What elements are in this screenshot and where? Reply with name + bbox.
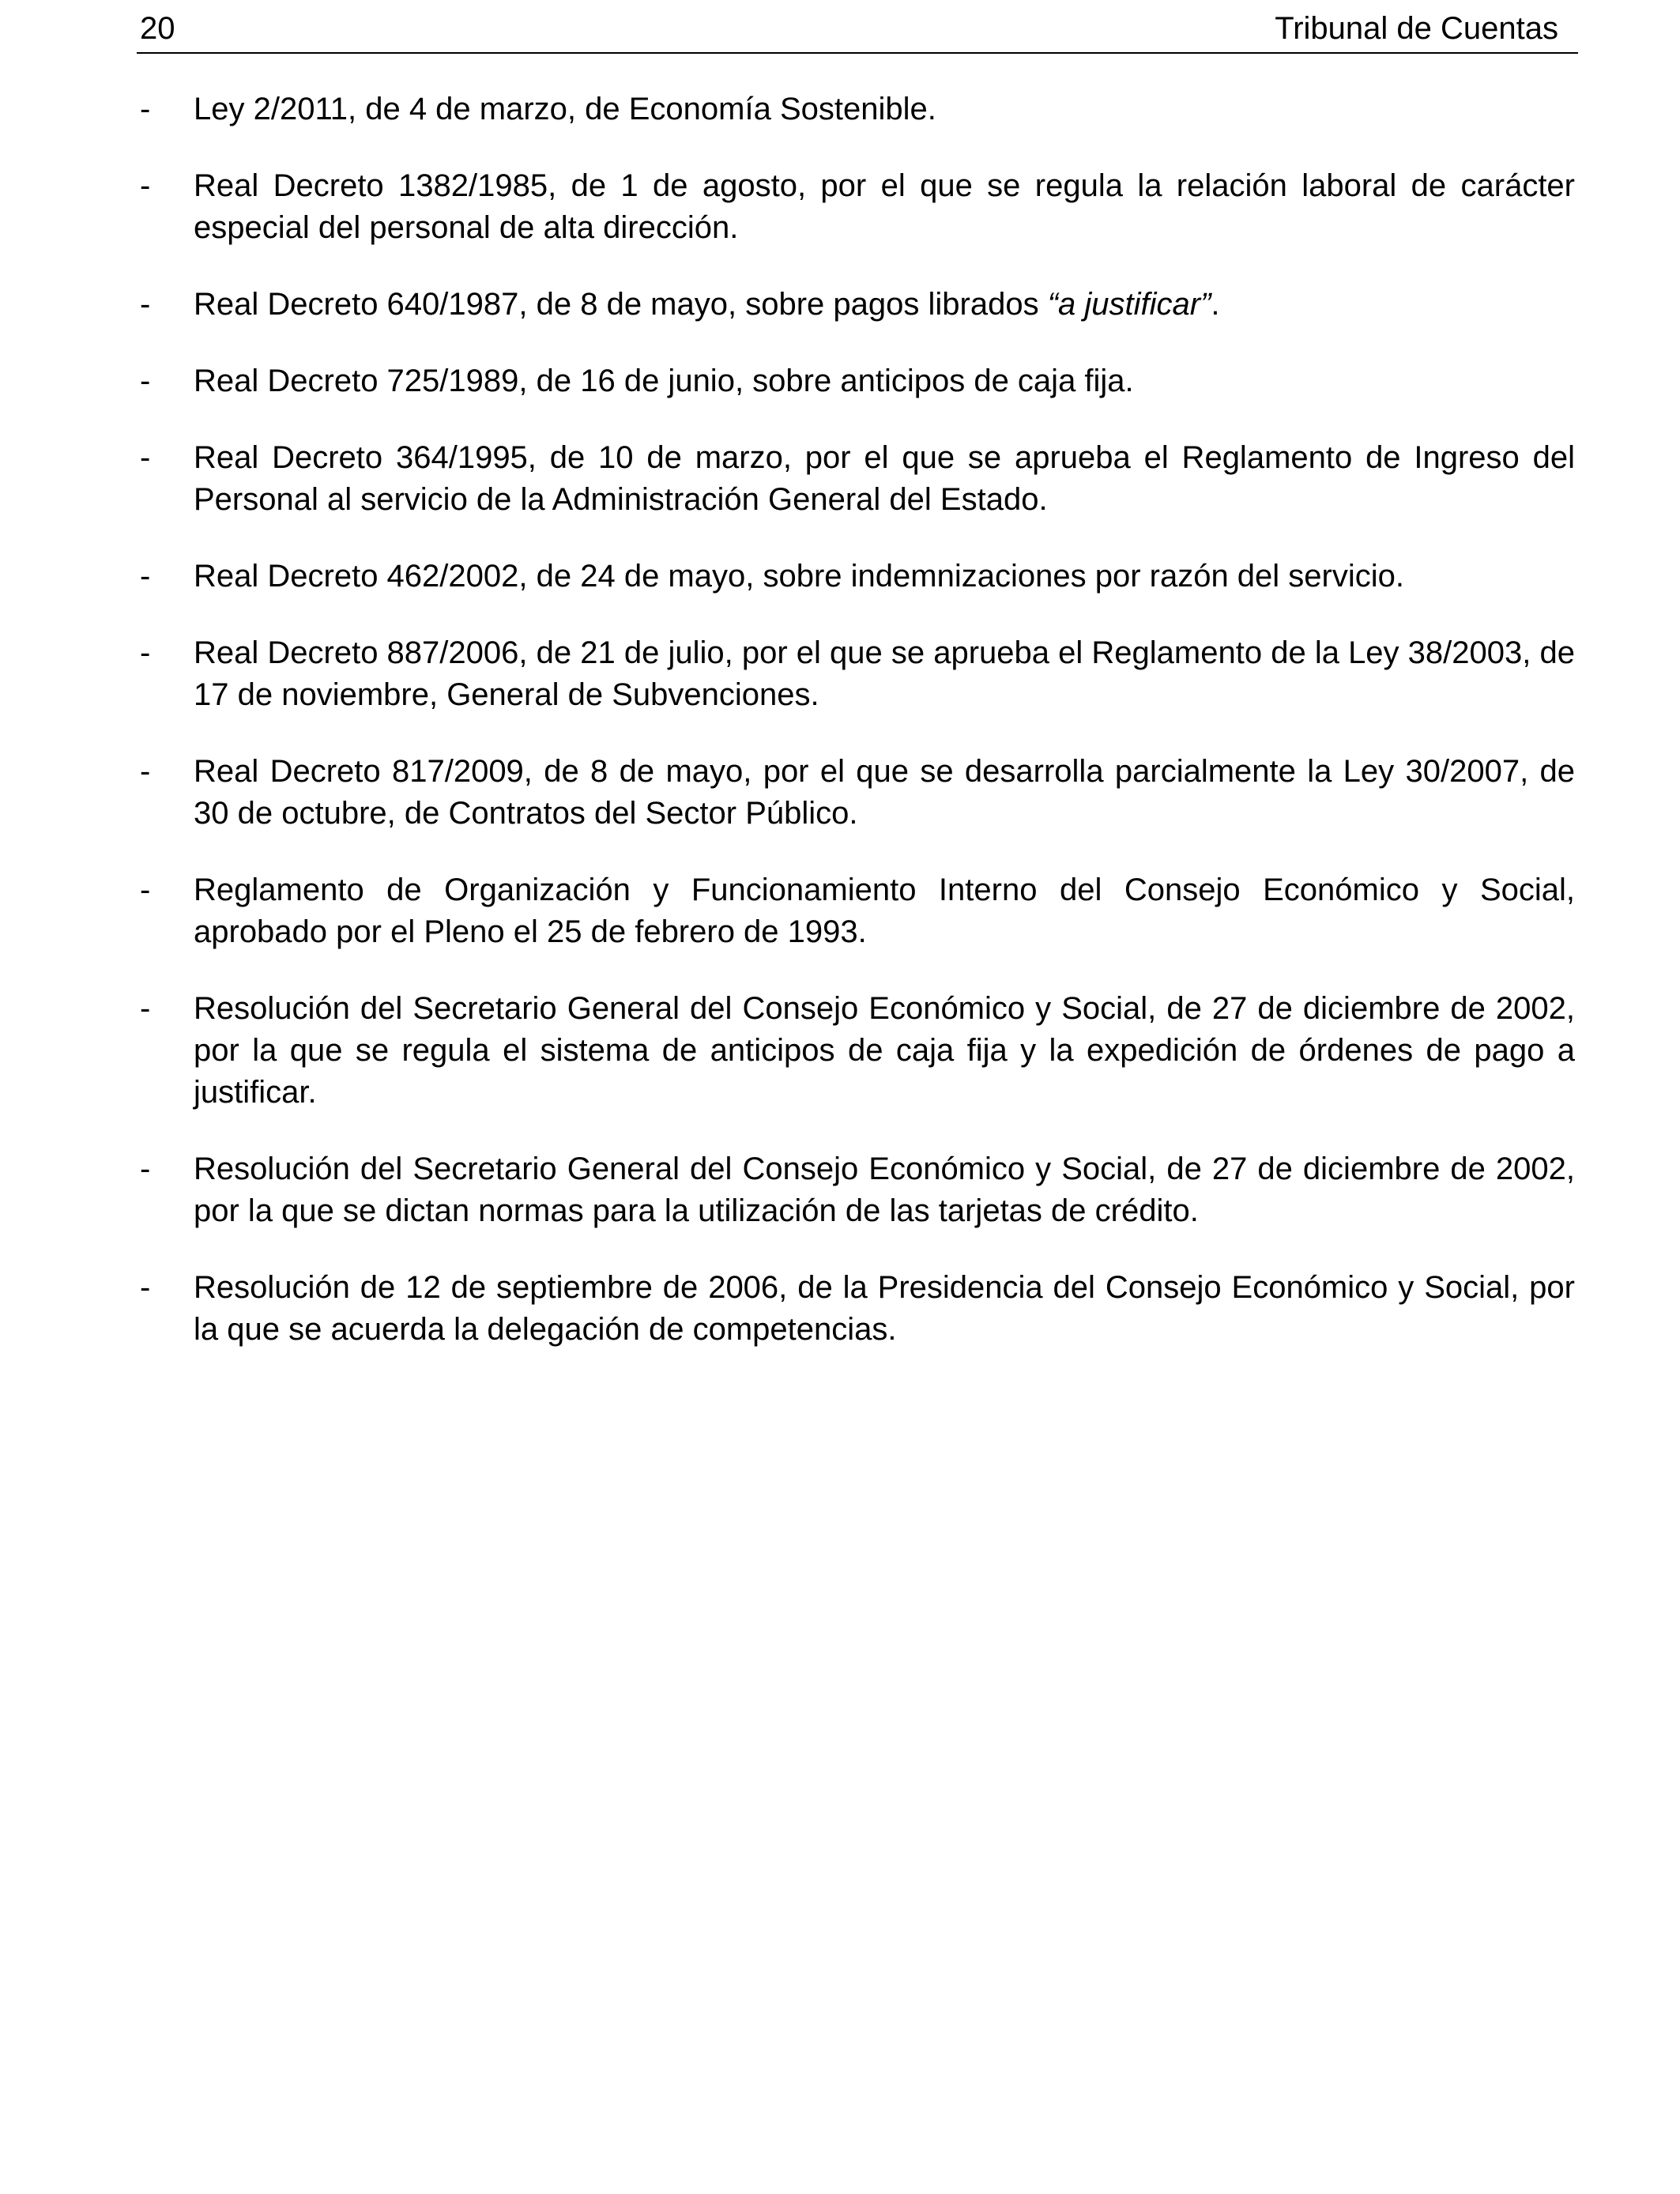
list-bullet: -: [140, 1152, 151, 1186]
list-bullet: -: [140, 440, 151, 475]
list-item: [137, 751, 1575, 835]
list-item-text: Resolución de 12 de septiembre de 2006, de la Presidencia del Consejo Económico y Social, por la que se acuerda la delegación de competencias.: [194, 1270, 1575, 1347]
list-bullet: -: [140, 873, 151, 907]
list-item: [137, 437, 1575, 521]
list-item-text: Real Decreto 462/2002, de 24 de mayo, sobre indemnizaciones por razón del servicio.: [194, 559, 1404, 594]
list-item-text: Reglamento de Organización y Funcionamiento Interno del Consejo Económico y Social, aprobado por el Pleno el 25 de febrero de 1993.: [194, 873, 1575, 949]
list-item-text: Real Decreto 817/2009, de 8 de mayo, por el que se desarrolla parcialmente la Ley 30/2007, de 30 de octubre, de Contratos del Sector Público.: [194, 754, 1575, 831]
list-item-text: Real Decreto 725/1989, de 16 de junio, sobre anticipos de caja fija.: [194, 364, 1134, 398]
list-bullet: -: [140, 635, 151, 670]
page-header: [137, 8, 1578, 54]
list-item: [137, 988, 1575, 1114]
list-item-text: Real Decreto 887/2006, de 21 de julio, por el que se aprueba el Reglamento de la Ley 38/2003, de 17 de noviembre, General de Subvenciones.: [194, 635, 1575, 712]
list-item-text: [194, 287, 1220, 322]
list-item-text: Resolución del Secretario General del Consejo Económico y Social, de 27 de diciembre de 2002, por la que se dictan normas para la utilización de las tarjetas de crédito.: [194, 1152, 1575, 1228]
list-item-text: Resolución del Secretario General del Consejo Económico y Social, de 27 de diciembre de 2002, por la que se regula el sistema de anticipos de caja fija y la expedición de órdenes de pago a justificar.: [194, 991, 1575, 1110]
list-item: [137, 284, 1575, 326]
list-item-text-main: Real Decreto 640/1987, de 8 de mayo, sobre pagos librados: [194, 287, 1048, 322]
list-item: [137, 360, 1575, 402]
list-item: [137, 1148, 1575, 1232]
reference-list: [137, 89, 1575, 1385]
list-bullet: -: [140, 92, 151, 126]
list-item: [137, 556, 1575, 598]
running-title: Tribunal de Cuentas: [1275, 11, 1558, 46]
list-bullet: -: [140, 754, 151, 789]
italic-quote: “a justificar”: [1047, 287, 1211, 322]
list-item: [137, 165, 1575, 249]
list-item: [137, 1267, 1575, 1351]
list-item: [137, 869, 1575, 953]
list-bullet: -: [140, 364, 151, 398]
list-bullet: -: [140, 1270, 151, 1305]
list-bullet: -: [140, 559, 151, 594]
list-bullet: -: [140, 991, 151, 1026]
page-number: 20: [140, 11, 175, 46]
list-item-text: Ley 2/2011, de 4 de marzo, de Economía Sostenible.: [194, 92, 936, 126]
list-bullet: -: [140, 287, 151, 322]
list-item-text-end: .: [1211, 287, 1220, 322]
list-item-text: Real Decreto 364/1995, de 10 de marzo, por el que se aprueba el Reglamento de Ingreso del Personal al servicio de la Administración General del Estado.: [194, 440, 1575, 517]
list-item-text: Real Decreto 1382/1985, de 1 de agosto, por el que se regula la relación laboral de carácter especial del personal de alta dirección.: [194, 168, 1575, 245]
list-item: [137, 632, 1575, 716]
list-item: [137, 89, 1575, 130]
list-bullet: -: [140, 168, 151, 203]
